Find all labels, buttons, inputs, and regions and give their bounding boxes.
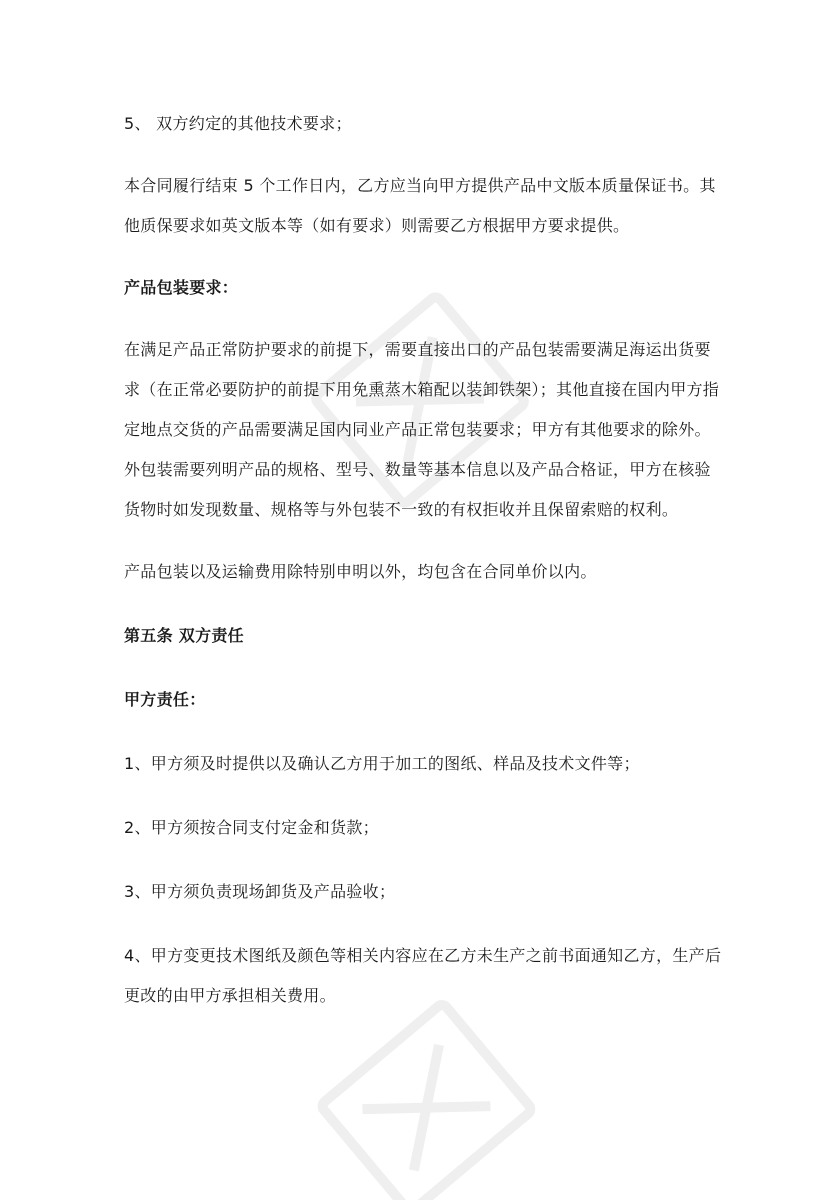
list-item-responsibility-1: 1、甲方须及时提供以及确认乙方用于加工的图纸、样品及技术文件等；	[124, 754, 640, 773]
list-item-responsibility-4: 4、甲方变更技术图纸及颜色等相关内容应在乙方未生产之前书面通知乙方，生产后更改的由甲方承担相关费用。	[124, 946, 722, 1005]
heading-party-a-responsibilities: 甲方责任：	[124, 690, 206, 709]
paragraph-packaging-costs: 产品包装以及运输费用除特别申明以外，均包含在合同单价以内。	[124, 562, 597, 581]
paragraph-item-5: 5、 双方约定的其他技术要求；	[124, 114, 352, 133]
list-item-responsibility-3: 3、甲方须负责现场卸货及产品验收；	[124, 882, 396, 901]
list-item-responsibility-2: 2、甲方须按合同支付定金和货款；	[124, 818, 379, 837]
watermark-icon	[300, 1000, 540, 1200]
paragraph-quality-certificate: 本合同履行结束 5 个工作日内，乙方应当向甲方提供产品中文版本质量保证书。其他质保要求如英文版本等（如有要求）则需要乙方根据甲方要求提供。	[124, 176, 716, 235]
document-body	[124, 104, 724, 1016]
paragraph-packaging-details: 在满足产品正常防护要求的前提下，需要直接出口的产品包装需要满足海运出货要求（在正常必要防护的前提下用免熏蒸木箱配以装卸铁架）；其他直接在国内甲方指定地点交货的产品需要满足国内同业产品正常包装要求；甲方有其他要求的除外。外包装需要列明产品的规格、型号、数量等基本信息以及产品合格证，甲方在核验货物时如发现数量、规格等与外包装不一致的有权拒收并且保留索赔的权利。	[124, 340, 720, 519]
heading-packaging-requirements: 产品包装要求：	[124, 278, 239, 297]
heading-article-five: 第五条 双方责任	[124, 626, 244, 645]
